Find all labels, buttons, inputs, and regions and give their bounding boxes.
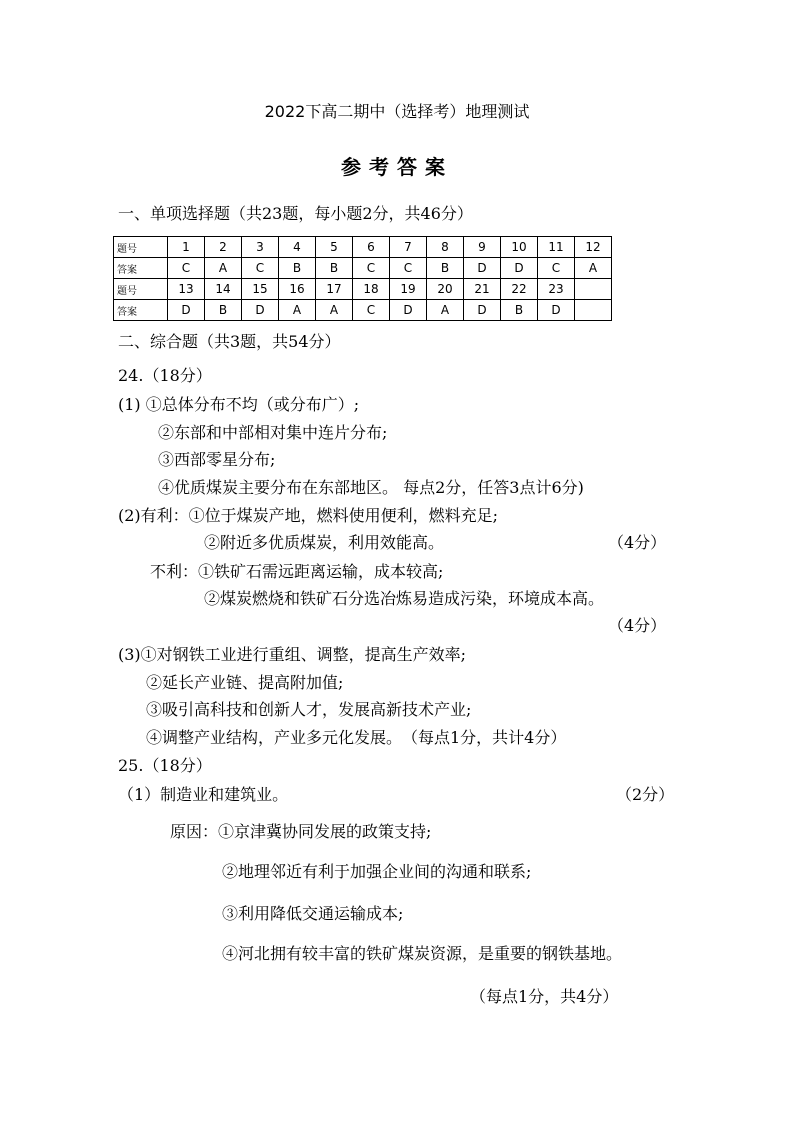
table-cell (575, 279, 612, 300)
table-cell: 21 (464, 279, 501, 300)
q25-reason-line: ②地理邻近有利于加强企业间的沟通和联系; (222, 862, 532, 881)
table-cell: 11 (538, 237, 575, 258)
table-cell: 5 (316, 237, 353, 258)
question-24-label: 24.（18分） (118, 366, 212, 385)
q24-part1-line: ④优质煤炭主要分布在东部地区。 每点2分，任答3点计6分) (158, 478, 584, 497)
q24-part1-line: (1) ①总体分布不均（或分布广）; (118, 395, 360, 414)
table-cell: 16 (279, 279, 316, 300)
table-row (114, 279, 612, 300)
table-cell: C (168, 258, 205, 279)
table-cell: A (279, 300, 316, 321)
table-cell: 18 (353, 279, 390, 300)
table-cell: 3 (242, 237, 279, 258)
table-cell: C (353, 258, 390, 279)
table-cell: 2 (205, 237, 242, 258)
score-note: （4分） (608, 533, 667, 552)
answer-table (113, 236, 612, 321)
table-cell: C (242, 258, 279, 279)
q24-part1-line: ②东部和中部相对集中连片分布; (158, 423, 388, 442)
table-cell: 19 (390, 279, 427, 300)
table-cell: A (205, 258, 242, 279)
question-25-label: 25.（18分） (118, 756, 212, 775)
q24-part2-dis-line: ②煤炭燃烧和铁矿石分选冶炼易造成污染，环境成本高。 (204, 589, 605, 608)
table-cell: 23 (538, 279, 575, 300)
table-cell: D (501, 258, 538, 279)
table-cell: D (464, 300, 501, 321)
q24-part3-line: ④调整产业结构，产业多元化发展。 （每点1分，共计4分） (146, 728, 567, 747)
document-title: 2022下高二期中（选择考）地理测试 (264, 102, 530, 121)
q25-reason-line: ④河北拥有较丰富的铁矿煤炭资源，是重要的钢铁基地。 (222, 944, 623, 963)
table-cell: 12 (575, 237, 612, 258)
table-cell: B (501, 300, 538, 321)
table-cell: 4 (279, 237, 316, 258)
table-cell: 22 (501, 279, 538, 300)
table-row (114, 237, 612, 258)
row-label: 答案 (114, 300, 168, 321)
q24-part2-dis-line: 不利：①铁矿石需远距离运输，成本较高; (150, 562, 444, 581)
table-cell: A (427, 300, 464, 321)
table-cell: C (390, 258, 427, 279)
table-cell: D (538, 300, 575, 321)
table-cell: D (464, 258, 501, 279)
table-cell: 10 (501, 237, 538, 258)
q24-part2-adv-line: ②附近多优质煤炭，利用效能高。 (204, 533, 445, 552)
table-cell: B (316, 258, 353, 279)
row-label: 答案 (114, 258, 168, 279)
row-label: 题号 (114, 279, 168, 300)
table-cell: 9 (464, 237, 501, 258)
q24-part1-line: ③西部零星分布; (158, 450, 276, 469)
table-cell: 20 (427, 279, 464, 300)
table-cell: 6 (353, 237, 390, 258)
q24-part3-line: (3)①对钢铁工业进行重组、调整，提高生产效率; (118, 645, 467, 664)
table-cell: 17 (316, 279, 353, 300)
row-label: 题号 (114, 237, 168, 258)
q25-part1-line: （1）制造业和建筑业。 (118, 785, 289, 804)
table-cell: C (538, 258, 575, 279)
table-cell: 15 (242, 279, 279, 300)
table-cell (575, 300, 612, 321)
table-cell: B (205, 300, 242, 321)
q24-part3-line: ②延长产业链、提高附加值; (146, 673, 344, 692)
table-cell: B (427, 258, 464, 279)
table-cell: 13 (168, 279, 205, 300)
q25-reason-line: 原因：①京津冀协同发展的政策支持; (170, 822, 432, 841)
table-cell: D (168, 300, 205, 321)
q25-reason-line: ③利用降低交通运输成本; (222, 904, 404, 923)
q24-part3-line: ③吸引高科技和创新人才，发展高新技术产业; (146, 700, 472, 719)
table-row (114, 300, 612, 321)
table-cell: D (390, 300, 427, 321)
table-cell: B (279, 258, 316, 279)
score-note: （每点1分，共4分） (470, 987, 619, 1006)
table-cell: D (242, 300, 279, 321)
score-note: （4分） (608, 616, 667, 635)
table-row (114, 258, 612, 279)
table-cell: A (316, 300, 353, 321)
q24-part2-adv-line: (2)有利：①位于煤炭产地，燃料使用便利，燃料充足; (118, 506, 499, 525)
section2-heading: 二、综合题（共3题，共54分） (118, 332, 341, 351)
section1-heading: 一、单项选择题（共23题，每小题2分，共46分） (118, 204, 473, 223)
table-cell: 14 (205, 279, 242, 300)
table-cell: 7 (390, 237, 427, 258)
table-cell: A (575, 258, 612, 279)
score-note: （2分） (616, 785, 675, 804)
table-cell: 8 (427, 237, 464, 258)
document-subtitle: 参考答案 (341, 155, 453, 179)
table-cell: C (353, 300, 390, 321)
table-cell: 1 (168, 237, 205, 258)
